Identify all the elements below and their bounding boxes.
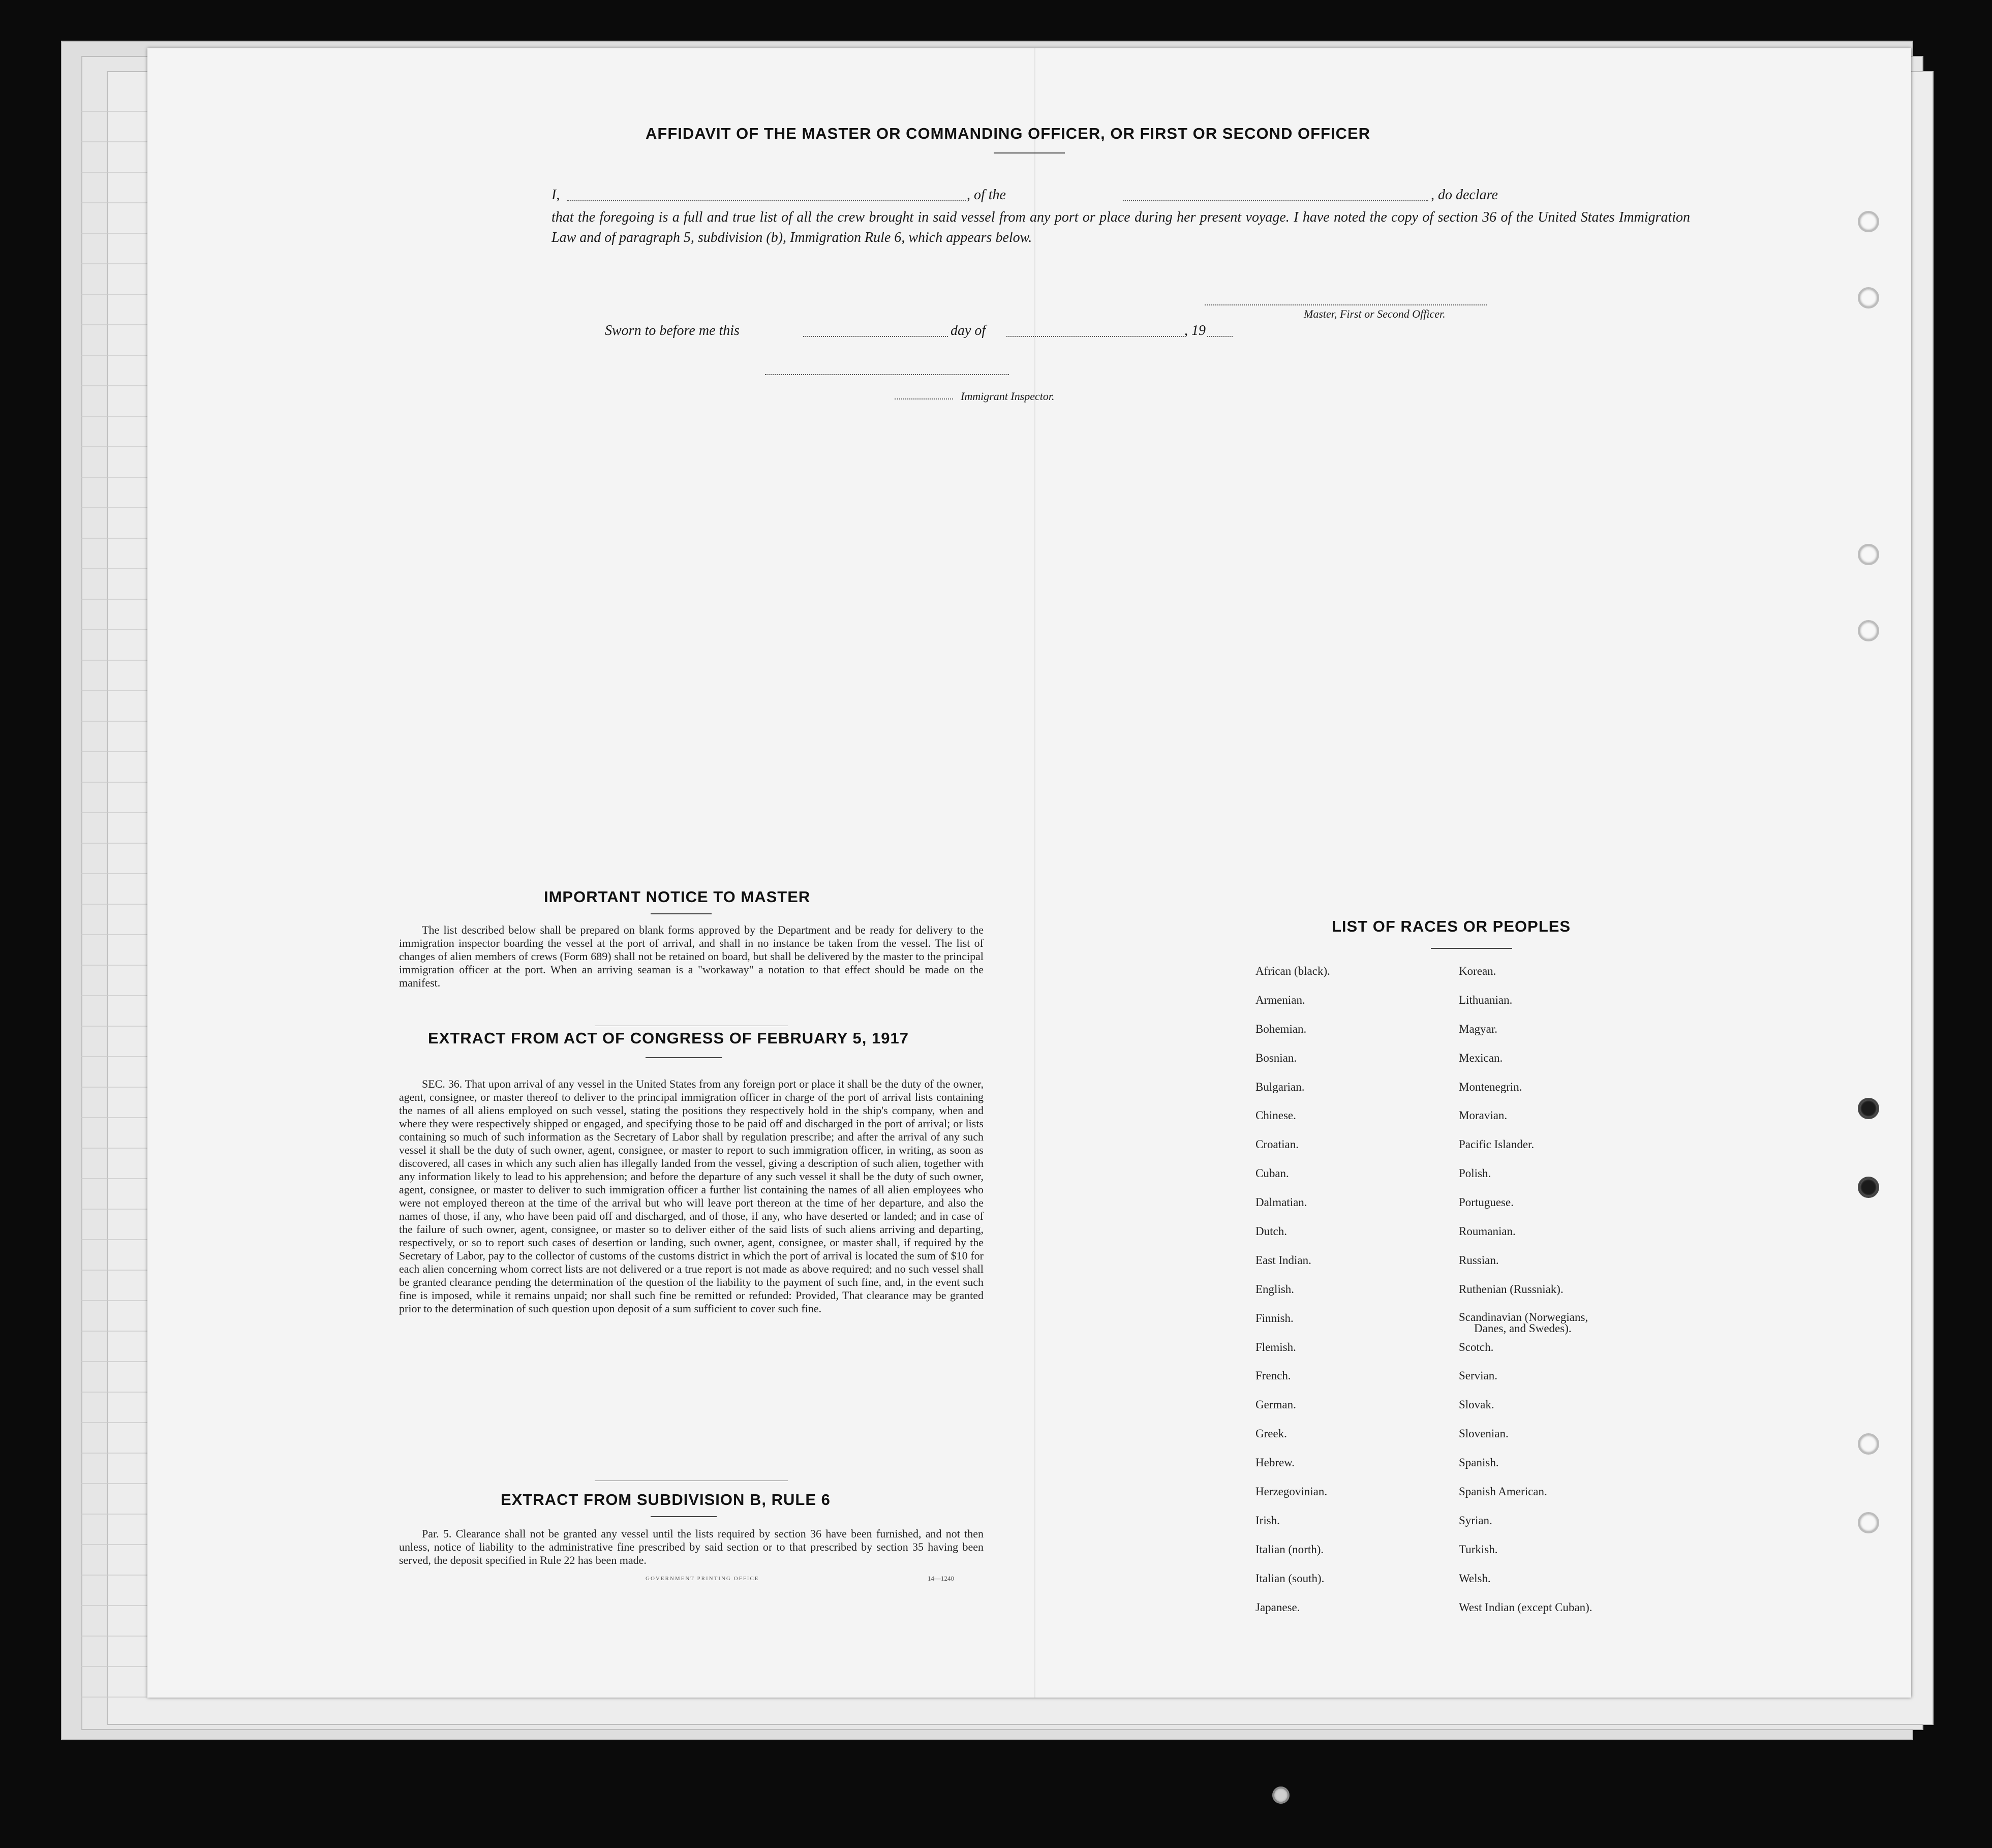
vessel-blank <box>1123 200 1428 201</box>
race-item-line: Danes, and Swedes). <box>1474 1321 1572 1335</box>
inspector-signature-blank <box>765 374 1009 375</box>
year-blank <box>1207 335 1233 337</box>
affidavit-declare: , do declare <box>1431 187 1498 203</box>
race-item: Moravian. <box>1459 1109 1508 1122</box>
sworn-prefix: Sworn to before me this <box>605 323 740 338</box>
month-blank <box>1006 335 1184 337</box>
race-item: Italian (north). <box>1255 1543 1324 1556</box>
punch-hole <box>1858 620 1879 641</box>
race-item: Croatian. <box>1255 1138 1299 1151</box>
race-item: Flemish. <box>1255 1340 1296 1353</box>
race-item: Servian. <box>1459 1369 1498 1382</box>
punch-hole <box>1858 544 1879 565</box>
rule-6-text: Par. 5. Clearance shall not be granted any vessel until the lists required by section 36 have been furnished, and not then unless, notice of liability to the administrative fine prescribed by said section or to that prescribed by section 35 having been served, the deposit specified in Rule 22 has been made. <box>399 1527 984 1566</box>
punch-hole <box>1858 1433 1879 1455</box>
race-item: Slovak. <box>1459 1398 1494 1411</box>
inspector-label: Immigrant Inspector. <box>961 390 1055 403</box>
race-item-line: Scandinavian (Norwegians, <box>1459 1310 1588 1323</box>
race-item: Bohemian. <box>1255 1022 1307 1035</box>
race-item: Turkish. <box>1459 1543 1498 1556</box>
signature-label: Master, First or Second Officer. <box>1304 307 1446 320</box>
race-item: Japanese. <box>1255 1600 1300 1614</box>
title-rule <box>1431 948 1512 949</box>
race-item: Korean. <box>1459 965 1496 977</box>
race-item: West Indian (except Cuban). <box>1459 1600 1592 1614</box>
race-item: African (black). <box>1255 965 1330 977</box>
races-left-column <box>1255 965 1330 1629</box>
extract-rule-title: EXTRACT FROM SUBDIVISION B, RULE 6 <box>501 1491 831 1508</box>
race-item: Slovenian. <box>1459 1427 1509 1440</box>
section-36-text: SEC. 36. That upon arrival of any vessel in the United States from any foreign port or place it shall be the duty of the owner, agent, consignee, or master thereof to deliver to the principal immigration officer in charge of the port of arrival lists containing the names of all aliens employed on such vessel, stating the positions they respectively hold in the ship's company, when and where they were respectively shipped or engaged, and specifying those to be paid off and discharged in the port of arrival; or lists containing so much of such information as the Secretary of Labor shall by regulation prescribe; and after the arrival of any such vessel it shall be the duty of such owner, agent, consignee, or master to report to such immigration officer, in writing, as soon as discovered, all cases in which any such alien has illegally landed from the vessel, giving a description of such alien, together with any information likely to lead to his apprehension; and before the departure of any such vessel it shall be the duty of such owner, agent, consignee, or master to deliver to such immigration officer a further list containing the names of all alien employees who were not employed thereon at the time of the arrival but who will leave port thereon at the time of her departure, and also the names of those, if any, who have been paid off and discharged, and of those, if any, who have deserted or landed; and in case of the failure of such owner, agent, consignee, or master so to deliver either of the said lists of such aliens arriving and departing, respectively, or so to report such cases of desertion or landing, such owner, agent, consignee, or master shall, if required by the Secretary of Labor, pay to the collector of customs of the customs district in which the port of arrival is located the sum of $10 for each alien concerning whom correct lists are not delivered or a true report is not made as above required; and no such vessel shall be granted clearance pending the determination of the question of the liability to the payment of such fine, and, in the event such fine is imposed, while it remains unpaid; nor shall such fine be remitted or refunded: Provided, That clearance may be granted prior to the determination of such question upon deposit of a sum sufficient to cover such fine. <box>399 1077 984 1315</box>
name-blank <box>567 200 966 201</box>
race-item: Spanish American. <box>1459 1485 1547 1498</box>
title-rule <box>651 913 712 914</box>
race-item: Pacific Islander. <box>1459 1138 1535 1151</box>
race-item: East Indian. <box>1255 1253 1311 1267</box>
race-item: Russian. <box>1459 1253 1499 1267</box>
sworn-year: , 19 <box>1184 323 1206 338</box>
race-item: French. <box>1255 1369 1291 1382</box>
race-item: Greek. <box>1255 1427 1287 1440</box>
race-item: Polish. <box>1459 1167 1491 1180</box>
race-item-multiline <box>1459 1312 1592 1341</box>
race-item: Dalmatian. <box>1255 1196 1307 1209</box>
affidavit-i: I, <box>551 187 560 203</box>
race-item: Hebrew. <box>1255 1456 1295 1469</box>
race-item: Italian (south). <box>1255 1572 1325 1585</box>
title-rule <box>994 152 1065 153</box>
race-item: Finnish. <box>1255 1311 1294 1325</box>
race-item: Montenegrin. <box>1459 1080 1522 1093</box>
title-rule <box>646 1057 722 1058</box>
printer-imprint: GOVERNMENT PRINTING OFFICE <box>646 1576 759 1582</box>
race-item: Magyar. <box>1459 1022 1498 1035</box>
race-item: Syrian. <box>1459 1514 1492 1527</box>
race-item: Spanish. <box>1459 1456 1499 1469</box>
inspector-dots <box>895 398 953 399</box>
race-item: Bulgarian. <box>1255 1080 1305 1093</box>
race-item: Lithuanian. <box>1459 993 1513 1006</box>
race-item: Roumanian. <box>1459 1225 1516 1238</box>
punch-hole <box>1858 287 1879 309</box>
affidavit-body: that the foregoing is a full and true list of all the crew brought in said vessel from any port or place during her present voyage. I have noted the copy of section 36 of the United States Immigration Law and of paragraph 5, subdivision (b), Immigration Rule 6, which appears below. <box>551 209 1690 245</box>
race-item: Mexican. <box>1459 1051 1503 1064</box>
race-item: Welsh. <box>1459 1572 1491 1585</box>
race-item: Armenian. <box>1255 993 1305 1006</box>
document-sheet <box>147 48 1911 1698</box>
race-item: Irish. <box>1255 1514 1280 1527</box>
day-blank <box>803 335 948 337</box>
race-item: Scotch. <box>1459 1340 1494 1353</box>
affidavit-of-the: , of the <box>967 187 1006 203</box>
punch-hole <box>1858 1177 1879 1198</box>
race-item: German. <box>1255 1398 1296 1411</box>
punch-hole <box>1858 211 1879 232</box>
punch-hole <box>1858 1098 1879 1119</box>
notice-text: The list described below shall be prepared on blank forms approved by the Department and be ready for delivery to the immigration inspector boarding the vessel at the port of arrival, and shall in no instance be taken from the vessel. The list of changes of alien members of crews (Form 689) shall not be retained on board, but shall be delivered by the master to the principal immigration officer at the port. When an arriving seaman is a "workaway" a notation to that effect should be made on the manifest. <box>399 923 984 989</box>
punch-hole <box>1858 1512 1879 1533</box>
race-item: Portuguese. <box>1459 1196 1514 1209</box>
center-fold <box>1034 48 1035 1698</box>
notice-title: IMPORTANT NOTICE TO MASTER <box>544 888 811 906</box>
extract-act-title: EXTRACT FROM ACT OF CONGRESS OF FEBRUARY 5, 1917 <box>428 1029 909 1047</box>
binder-ring <box>1272 1787 1290 1804</box>
form-number: 14—1240 <box>928 1575 954 1582</box>
signature-blank <box>1205 304 1487 305</box>
race-item: Herzegovinian. <box>1255 1485 1328 1498</box>
race-item: Cuban. <box>1255 1167 1289 1180</box>
races-title: LIST OF RACES OR PEOPLES <box>1332 917 1571 935</box>
sworn-day-of: day of <box>951 323 986 338</box>
affidavit-title: AFFIDAVIT OF THE MASTER OR COMMANDING OFFICER, OR FIRST OR SECOND OFFICER <box>646 125 1371 142</box>
race-item: Chinese. <box>1255 1109 1296 1122</box>
race-item: Dutch. <box>1255 1225 1287 1238</box>
race-item: Bosnian. <box>1255 1051 1297 1064</box>
title-rule <box>651 1516 717 1517</box>
races-right-column <box>1459 965 1592 1629</box>
race-item: English. <box>1255 1282 1295 1296</box>
race-item: Ruthenian (Russniak). <box>1459 1282 1564 1296</box>
